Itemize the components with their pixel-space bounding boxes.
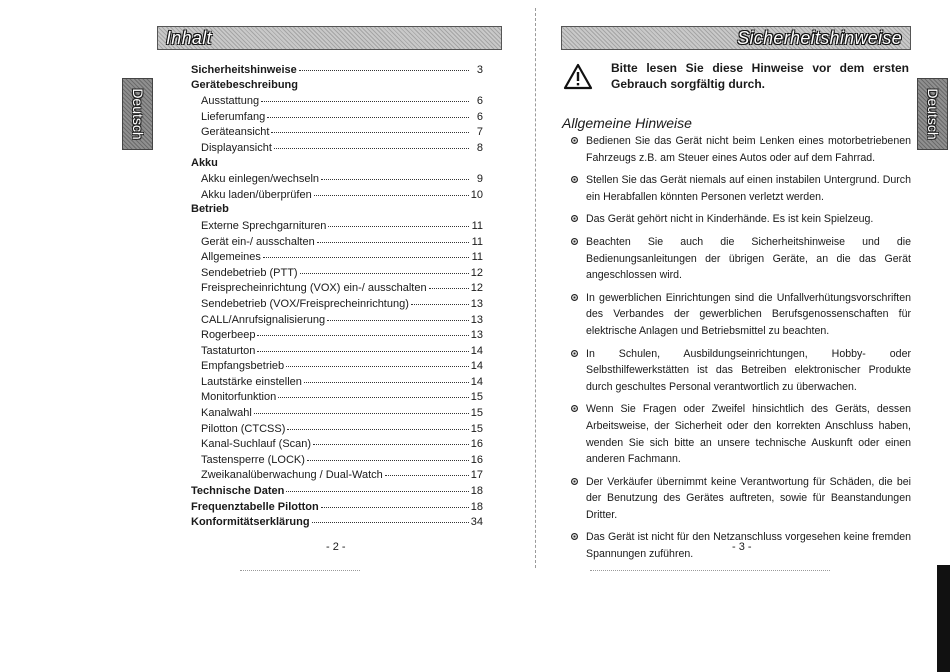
toc-leader-dots bbox=[286, 481, 468, 492]
toc-entry-page: 34 bbox=[470, 516, 483, 529]
toc-entry-page: 7 bbox=[476, 126, 483, 139]
toc-entry-label: Lautstärke einstellen bbox=[201, 375, 302, 388]
toc-entry-page: 15 bbox=[470, 407, 483, 420]
section-title: Allgemeine Hinweise bbox=[562, 115, 692, 131]
toc-leader-dots bbox=[274, 138, 469, 149]
toc-leader-dots bbox=[287, 419, 468, 430]
safety-bullet-item bbox=[571, 474, 911, 524]
bullet-icon bbox=[571, 478, 578, 485]
warning-text: Bitte lesen Sie diese Hinweise vor dem ersten Gebrauch sorgfältig durch. bbox=[611, 61, 909, 91]
toc-leader-dots bbox=[327, 310, 469, 321]
toc-entry-label: Sicherheitshinweise bbox=[191, 64, 297, 76]
toc-entry-label: Monitorfunktion bbox=[201, 391, 277, 404]
safety-bullet-text: Das Gerät gehört nicht in Kinderhände. Es ist kein Spielzeug. bbox=[586, 213, 874, 226]
toc-leader-dots bbox=[314, 185, 469, 196]
page-gutter-divider bbox=[535, 8, 536, 568]
contents-header bbox=[157, 26, 502, 50]
toc-leader-dots bbox=[312, 512, 469, 523]
toc-entry-label: Empfangsbetrieb bbox=[201, 360, 285, 373]
toc-entry-label: CALL/Anrufsignalisierung bbox=[201, 313, 326, 326]
toc-entry-label: Technische Daten bbox=[191, 485, 285, 498]
bullet-icon bbox=[571, 215, 578, 222]
toc-entry-label: Zweikanalüberwachung / Dual-Watch bbox=[201, 469, 383, 482]
toc-entry-label: Pilotton (CTCSS) bbox=[201, 422, 286, 435]
toc-entry-page: 16 bbox=[470, 453, 483, 466]
safety-bullet-item bbox=[571, 211, 911, 228]
right-page bbox=[537, 0, 950, 672]
toc-entry-page: 10 bbox=[470, 188, 483, 201]
toc-leader-dots bbox=[304, 372, 469, 383]
bullet-icon bbox=[571, 405, 578, 412]
toc-entry-label: Akku bbox=[191, 156, 218, 169]
safety-bullet-item bbox=[571, 172, 911, 205]
toc-entry-page: 11 bbox=[471, 235, 483, 248]
bullet-icon bbox=[571, 176, 578, 183]
safety-bullet-item bbox=[571, 133, 911, 166]
toc-leader-dots bbox=[267, 107, 469, 118]
toc-leader-dots bbox=[257, 325, 468, 336]
scan-edge-line bbox=[590, 570, 830, 571]
toc-leader-dots bbox=[271, 122, 469, 133]
toc-entry-page: 13 bbox=[470, 329, 483, 342]
toc-entry bbox=[191, 514, 483, 530]
toc-entry-label: Tastaturton bbox=[201, 344, 256, 357]
toc-entry-label: Gerätebeschreibung bbox=[191, 78, 298, 91]
toc-entry-label: Allgemeines bbox=[201, 251, 261, 264]
toc-leader-dots bbox=[317, 232, 469, 243]
safety-bullet-item bbox=[571, 290, 911, 340]
scan-edge-shadow bbox=[937, 565, 950, 672]
toc-entry-label: Konformitätserklärung bbox=[191, 516, 310, 529]
toc-entry-page: 14 bbox=[470, 360, 483, 373]
toc-entry-label: Rogerbeep bbox=[201, 329, 256, 342]
toc-leader-dots bbox=[286, 356, 469, 367]
toc-entry-page: 13 bbox=[470, 297, 483, 310]
safety-bullet-text: Beachten Sie auch die Sicherheitshinweise und die Bedienungsanleitungen der übrigen Geräte, an die das Gerät angeschlossen wird. bbox=[586, 235, 911, 282]
bullet-icon bbox=[571, 533, 578, 540]
safety-title: Sicherheitshinweise bbox=[737, 28, 902, 48]
toc-entry-page: 12 bbox=[470, 266, 483, 279]
page-number-right: - 3 - bbox=[732, 541, 752, 553]
toc-entry-label: Sendebetrieb (PTT) bbox=[201, 266, 298, 279]
safety-bullet-item bbox=[571, 401, 911, 467]
toc-entry-page: 14 bbox=[470, 375, 483, 388]
toc-entry-page: 9 bbox=[476, 173, 483, 186]
toc-entry-label: Kanalwahl bbox=[201, 407, 252, 420]
toc-entry-label: Gerät ein-/ ausschalten bbox=[201, 235, 315, 248]
toc-entry-page: 14 bbox=[470, 344, 483, 357]
safety-bullet-text: In Schulen, Ausbildungseinrichtungen, Hobby- oder Selbsthilfewerkstätten ist das Betreiben elektronischer Produkte durch geschultes Personal verantwortlich zu überwachen. bbox=[586, 347, 911, 393]
toc-leader-dots bbox=[385, 465, 469, 476]
toc-entry-label: Kanal-Suchlauf (Scan) bbox=[201, 438, 312, 451]
safety-bullet-item bbox=[571, 234, 911, 284]
toc-entry-page: 17 bbox=[470, 469, 483, 482]
toc-entry-label: Betrieb bbox=[191, 203, 229, 216]
toc-entry-label: Geräteansicht bbox=[201, 126, 270, 139]
scan-edge-line bbox=[240, 570, 360, 571]
bullet-icon bbox=[571, 137, 578, 144]
language-tab-label: Deutsch bbox=[129, 88, 146, 140]
toc-leader-dots bbox=[299, 60, 469, 71]
toc-entry-page: 11 bbox=[471, 251, 483, 264]
toc-entry-label: Freisprecheinrichtung (VOX) ein-/ ausschalten bbox=[201, 282, 427, 295]
table-of-contents bbox=[191, 62, 483, 530]
toc-leader-dots bbox=[328, 216, 469, 227]
safety-bullet-text: Wenn Sie Fragen oder Zweifel hinsichtlich des Geräts, dessen Arbeitsweise, der Sicherheit oder den korrekten Anschluss haben, wenden Sie sich bitte an unsere technische Auskunft oder einen anderen Fachmann. bbox=[586, 403, 911, 466]
toc-leader-dots bbox=[300, 263, 469, 274]
toc-leader-dots bbox=[411, 294, 469, 305]
toc-entry-label: Ausstattung bbox=[201, 95, 260, 108]
toc-entry-label: Externe Sprechgarnituren bbox=[201, 219, 327, 232]
toc-entry-page: 18 bbox=[470, 485, 483, 498]
toc-entry-page: 8 bbox=[476, 141, 483, 154]
safety-bullet-item bbox=[571, 346, 911, 396]
language-tab-left bbox=[122, 78, 153, 150]
toc-entry-page: 11 bbox=[471, 219, 483, 232]
safety-bullet-text: Das Gerät ist nicht für den Netzanschluss vorgesehen keine fremden Spannungen zuführen. bbox=[586, 531, 911, 561]
toc-entry-label: Frequenztabelle Pilotton bbox=[191, 500, 319, 513]
toc-entry-label: Akku laden/überprüfen bbox=[201, 188, 312, 201]
contents-title: Inhalt bbox=[166, 28, 212, 48]
toc-leader-dots bbox=[278, 387, 469, 398]
warning-triangle-icon bbox=[563, 63, 593, 90]
toc-entry-label: Displayansicht bbox=[201, 141, 272, 154]
toc-entry bbox=[191, 62, 483, 78]
bullet-icon bbox=[571, 294, 578, 301]
toc-entry bbox=[191, 140, 483, 156]
toc-entry-page: 15 bbox=[470, 391, 483, 404]
toc-entry-label: Sendebetrieb (VOX/Freisprecheinrichtung) bbox=[201, 297, 409, 310]
toc-leader-dots bbox=[263, 247, 469, 258]
toc-entry-page: 13 bbox=[470, 313, 483, 326]
toc-leader-dots bbox=[321, 169, 469, 180]
toc-entry-page: 16 bbox=[470, 438, 483, 451]
toc-leader-dots bbox=[307, 450, 469, 461]
toc-leader-dots bbox=[261, 91, 469, 102]
safety-bullet-list bbox=[571, 133, 911, 569]
toc-entry-label: Lieferumfang bbox=[201, 110, 266, 123]
toc-leader-dots bbox=[257, 341, 468, 352]
toc-entry bbox=[191, 187, 483, 203]
safety-bullet-text: Bedienen Sie das Gerät nicht beim Lenken eines motorbetriebenen Fahrzeugs z.B. am Steuer eines Autos oder auf dem Fahrrad. bbox=[586, 135, 911, 164]
toc-entry-page: 6 bbox=[476, 95, 483, 108]
bullet-icon bbox=[571, 238, 578, 245]
safety-bullet-text: Stellen Sie das Gerät niemals auf einen instabilen Untergrund. Durch ein Herabfallen könnten Personen verletzt werden. bbox=[586, 174, 911, 203]
toc-entry-page: 6 bbox=[476, 110, 483, 123]
bullet-icon bbox=[571, 350, 578, 357]
safety-bullet-text: In gewerblichen Einrichtungen sind die Unfallverhütungsvorschriften des Verbandes der gewerblichen Berufsgenossenschaften für elektrische Anlagen und Betriebsmittel zu beachten. bbox=[586, 291, 911, 337]
toc-leader-dots bbox=[313, 434, 469, 445]
safety-header bbox=[561, 26, 911, 50]
toc-entry-label: Akku einlegen/wechseln bbox=[201, 173, 320, 186]
toc-leader-dots bbox=[429, 278, 469, 289]
toc-leader-dots bbox=[321, 497, 469, 508]
toc-entry-page: 12 bbox=[470, 282, 483, 295]
toc-entry-page: 3 bbox=[476, 64, 483, 76]
toc-entry-page: 15 bbox=[470, 422, 483, 435]
language-tab-label: Deutsch bbox=[924, 88, 941, 140]
toc-entry-page: 18 bbox=[470, 500, 483, 513]
page-number-left: - 2 - bbox=[326, 541, 346, 553]
safety-bullet-text: Der Verkäufer übernimmt keine Verantwortung für Schäden, die bei der Benutzung des Gerätes auftreten, sowie für Beanstandungen Dritter. bbox=[586, 475, 911, 521]
toc-entry-label: Tastensperre (LOCK) bbox=[201, 453, 305, 466]
toc-leader-dots bbox=[254, 403, 469, 414]
language-tab-right bbox=[917, 78, 948, 150]
